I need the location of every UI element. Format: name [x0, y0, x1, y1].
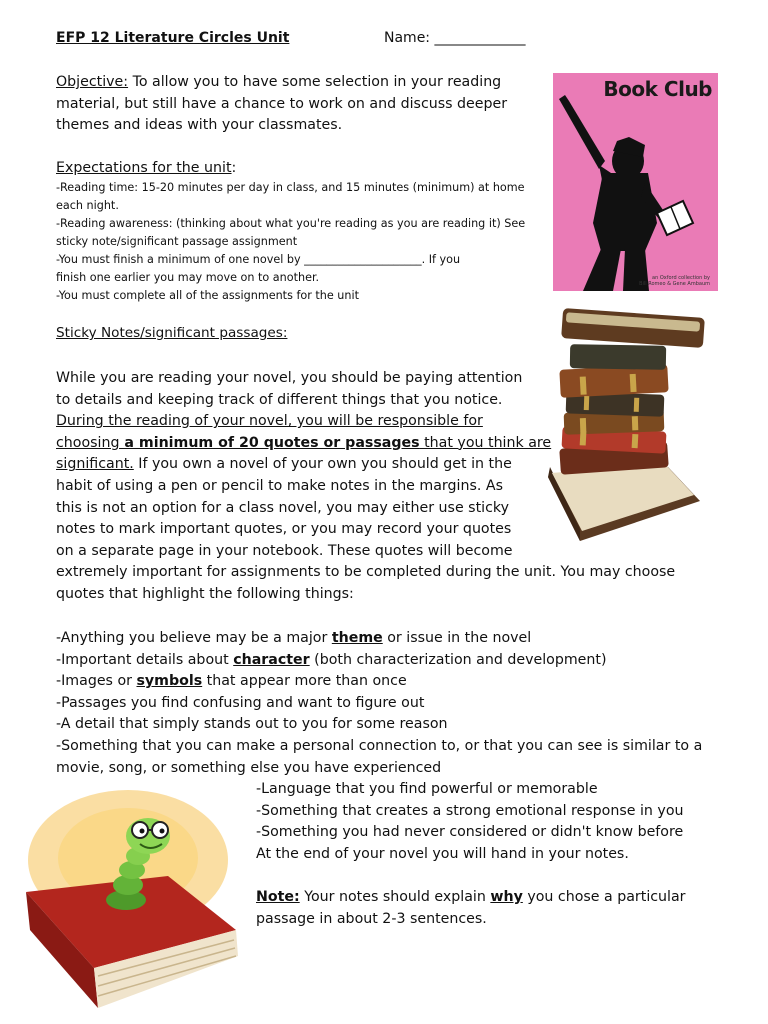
expectations-colon: : — [231, 160, 237, 176]
objective-section — [56, 72, 536, 137]
paragraph-text: If you own a novel of your own you should get in the — [133, 456, 512, 473]
document-header — [56, 30, 576, 52]
paragraph-line: quotes that highlight the following things: — [56, 585, 354, 602]
list-item: -Something that creates a strong emotional response in you — [256, 802, 684, 819]
reading-figure-silhouette-icon — [553, 73, 718, 291]
expectation-line: -You must complete all of the assignments for the unit — [56, 289, 359, 302]
book-club-caption — [639, 275, 710, 287]
keyword-theme: theme — [331, 630, 383, 646]
highlight-list-continued — [256, 779, 726, 865]
list-text: -Anything you believe may be a major — [56, 630, 332, 646]
stacked-books-image — [540, 305, 710, 545]
paragraph-line: While you are reading your novel, you should be paying attention — [56, 370, 523, 386]
closing-line: At the end of your novel you will hand in your notes. — [256, 845, 629, 862]
underlined-text: significant. — [56, 456, 134, 473]
note-label: Note: — [256, 889, 300, 905]
list-item: movie, song, or something else you have experienced — [56, 759, 442, 776]
expectation-line: finish one earlier you may move on to another. — [56, 271, 320, 284]
objective-label: Objective: — [56, 74, 129, 90]
paragraph-line: to details and keeping track of different things that you notice. — [56, 391, 503, 408]
list-item: -Language that you find powerful or memorable — [256, 781, 598, 797]
expectation-line: -You must finish a minimum of one novel by _____________________. If you — [56, 253, 461, 266]
bookworm-image — [8, 780, 248, 1015]
note-text: Your notes should explain — [299, 889, 491, 905]
keyword-symbols: symbols — [136, 673, 203, 690]
underlined-text: that you think are — [419, 434, 552, 451]
paragraph-line: extremely important for assignments to be completed during the unit. You may choose — [56, 564, 676, 581]
sticky-notes-heading: Sticky Notes/significant passages: — [56, 325, 288, 341]
caption-line: Bill Romeo & Gene Ambaum — [639, 281, 710, 287]
list-item — [56, 628, 716, 650]
expectations-heading: Expectations for the unit — [56, 160, 232, 176]
expectations-section — [56, 158, 546, 305]
name-field-label: Name: _____________ — [384, 30, 526, 46]
paragraph-line: During the reading of your novel, you will be responsible for — [56, 413, 483, 430]
book-club-image — [553, 73, 718, 291]
list-item — [56, 650, 716, 672]
document-title: EFP 12 Literature Circles Unit — [56, 30, 290, 46]
list-item: -A detail that simply stands out to you for some reason — [56, 716, 448, 733]
note-section — [256, 887, 716, 930]
expectation-line: sticky note/significant passage assignment — [56, 235, 298, 248]
bold-requirement-text: a minimum of 20 quotes or passages — [119, 434, 420, 451]
paragraph-line: notes to mark important quotes, or you may record your quotes — [56, 521, 512, 538]
underlined-text: choosing — [56, 434, 120, 451]
note-line — [256, 887, 716, 909]
expectation-line: -Reading awareness: (thinking about what you're reading as you are reading it) See — [56, 217, 526, 230]
objective-text-line: material, but still have a chance to work on and discuss deeper — [56, 95, 508, 112]
expectation-line: -Reading time: 15-20 minutes per day in class, and 15 minutes (minimum) at home — [56, 181, 525, 194]
objective-text-line: To allow you to have some selection in your reading — [128, 74, 502, 90]
stacked-books-icon — [540, 305, 710, 545]
paragraph-line: this is not an option for a class novel, you may either use sticky — [56, 499, 509, 516]
list-item: -Something you had never considered or didn't know before — [256, 824, 684, 841]
list-text: that appear more than once — [202, 673, 407, 690]
list-item: -Passages you find confusing and want to figure out — [56, 694, 425, 711]
list-text: or issue in the novel — [382, 630, 532, 646]
note-text: you chose a particular — [522, 889, 686, 905]
caption-line: an Oxford collection by — [652, 275, 710, 281]
list-text: -Important details about — [56, 651, 234, 668]
note-line: passage in about 2-3 sentences. — [256, 910, 487, 927]
highlight-list — [56, 628, 716, 779]
list-text: -Images or — [56, 673, 137, 690]
bookworm-on-book-icon — [8, 780, 248, 1015]
paragraph-line: habit of using a pen or pencil to make notes in the margins. As — [56, 477, 503, 494]
list-item: -Something that you can make a personal connection to, or that you can see is similar to a — [56, 737, 703, 754]
list-item — [56, 671, 716, 693]
keyword-why: why — [490, 889, 523, 905]
keyword-character: character — [233, 651, 310, 668]
objective-text-line: themes and ideas with your classmates. — [56, 117, 343, 133]
book-club-title: Book Club — [603, 77, 712, 101]
expectation-line: each night. — [56, 199, 119, 212]
list-text: (both characterization and development) — [309, 651, 607, 668]
paragraph-line: on a separate page in your notebook. These quotes will become — [56, 542, 513, 559]
